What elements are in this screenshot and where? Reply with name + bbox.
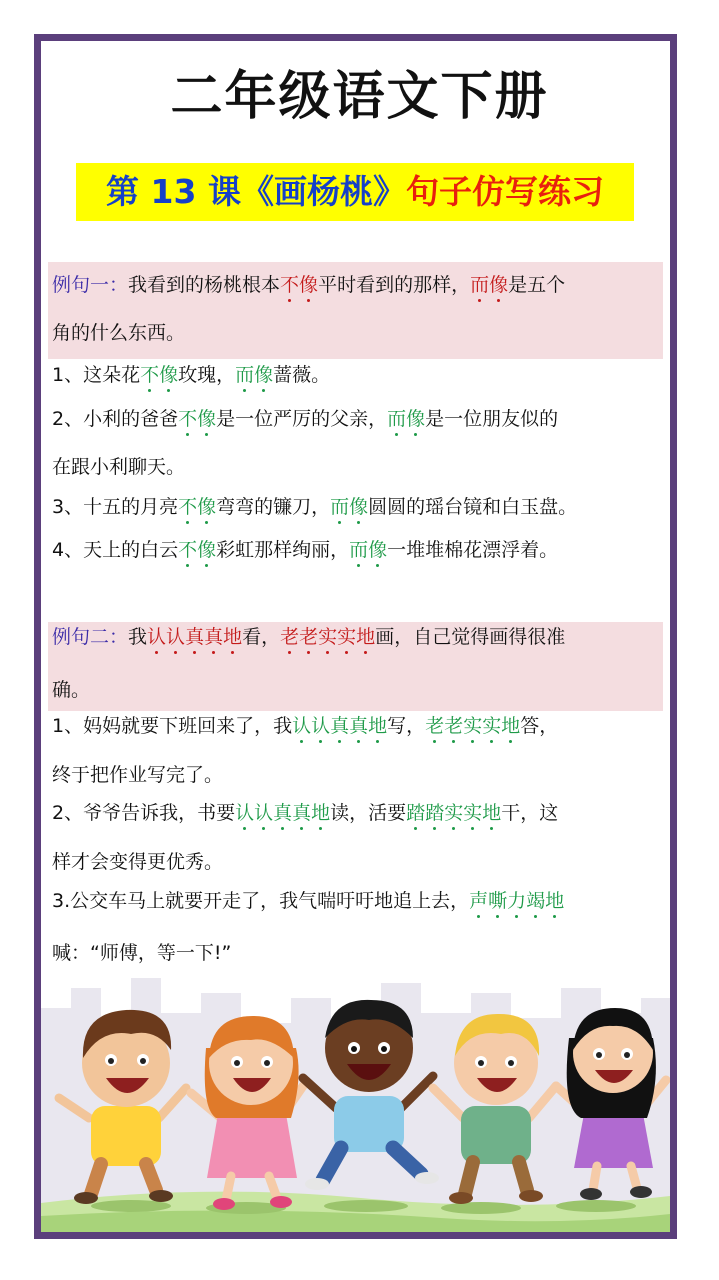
emphasis-char: 而 xyxy=(470,274,490,296)
emphasis-char: 地 xyxy=(501,715,521,737)
emphasis-char: 声 xyxy=(469,890,489,912)
example1-item1: 1、这朵花不像玫瑰，而像蔷薇。 xyxy=(52,364,331,386)
emphasis-char: 实 xyxy=(337,626,357,648)
highlight-phrase xyxy=(387,408,425,430)
emphasis-char: 像 xyxy=(489,274,509,296)
emphasis-char: 力 xyxy=(507,890,527,912)
emphasis-char: 像 xyxy=(254,364,274,386)
emphasis-char: 不 xyxy=(178,496,198,518)
example1-line2: 角的什么东西。 xyxy=(52,322,186,344)
highlight-phrase xyxy=(178,408,216,430)
emphasis-char: 像 xyxy=(368,539,388,561)
highlight-phrase xyxy=(330,496,368,518)
kids-illustration xyxy=(41,968,670,1232)
example2-item2: 2、爷爷告诉我，书要认认真真地读，活要踏踏实实地干，这 xyxy=(52,802,559,824)
example2-item1: 1、妈妈就要下班回来了，我认认真真地写，老老实实地答， xyxy=(52,715,559,737)
emphasis-char: 像 xyxy=(197,408,217,430)
emphasis-char: 而 xyxy=(349,539,369,561)
emphasis-char: 地 xyxy=(223,626,243,648)
emphasis-char: 像 xyxy=(159,364,179,386)
highlight-phrase xyxy=(292,715,387,737)
example2-line2: 确。 xyxy=(52,679,91,701)
emphasis-char: 而 xyxy=(330,496,350,518)
emphasis-char: 像 xyxy=(299,274,319,296)
emphasis-char: 像 xyxy=(406,408,426,430)
emphasis-char: 认 xyxy=(166,626,186,648)
emphasis-char: 地 xyxy=(311,802,331,824)
emphasis-char: 实 xyxy=(463,802,483,824)
page-title: 二年级语文下册 xyxy=(170,67,549,127)
example1-item2-cont: 在跟小利聊天。 xyxy=(52,456,186,478)
emphasis-char: 地 xyxy=(482,802,502,824)
emphasis-char: 踏 xyxy=(406,802,426,824)
highlight-phrase xyxy=(147,626,242,648)
emphasis-char: 认 xyxy=(292,715,312,737)
highlight-phrase xyxy=(425,715,520,737)
emphasis-char: 而 xyxy=(235,364,255,386)
highlight-phrase xyxy=(178,496,216,518)
highlight-phrase xyxy=(469,890,564,912)
emphasis-char: 老 xyxy=(299,626,319,648)
emphasis-char: 实 xyxy=(318,626,338,648)
emphasis-char: 不 xyxy=(280,274,300,296)
example2-item3: 3.公交车马上就要开走了，我气喘吁吁地追上去，声嘶力竭地 xyxy=(52,890,565,912)
emphasis-char: 嘶 xyxy=(488,890,508,912)
example1-line1: 例句一：我看到的杨桃根本不像平时看到的那样，而像是五个 xyxy=(52,274,566,296)
emphasis-char: 真 xyxy=(349,715,369,737)
emphasis-char: 认 xyxy=(311,715,331,737)
example1-label: 例句一： xyxy=(52,274,129,296)
example1-item4: 4、天上的白云不像彩虹那样绚丽，而像一堆堆棉花漂浮着。 xyxy=(52,539,559,561)
emphasis-char: 实 xyxy=(482,715,502,737)
example1-item2: 2、小利的爸爸不像是一位严厉的父亲，而像是一位朋友似的 xyxy=(52,408,559,430)
emphasis-char: 不 xyxy=(178,408,198,430)
emphasis-char: 像 xyxy=(197,496,217,518)
emphasis-char: 不 xyxy=(140,364,160,386)
emphasis-char: 老 xyxy=(280,626,300,648)
emphasis-char: 而 xyxy=(387,408,407,430)
example2-item2-cont: 样才会变得更优秀。 xyxy=(52,851,224,873)
emphasis-char: 不 xyxy=(178,539,198,561)
highlight-phrase xyxy=(178,539,216,561)
example2-label: 例句二： xyxy=(52,626,129,648)
subtitle-lesson: 第 13 课《画杨桃》 xyxy=(106,172,406,211)
example1-item3: 3、十五的月亮不像弯弯的镰刀，而像圆圆的瑶台镜和白玉盘。 xyxy=(52,496,578,518)
highlight-phrase xyxy=(235,802,330,824)
emphasis-char: 踏 xyxy=(425,802,445,824)
emphasis-char: 老 xyxy=(425,715,445,737)
emphasis-char: 认 xyxy=(254,802,274,824)
emphasis-char: 真 xyxy=(330,715,350,737)
example2-item1-cont: 终于把作业写完了。 xyxy=(52,764,224,786)
highlight-phrase xyxy=(235,364,273,386)
emphasis-char: 真 xyxy=(292,802,312,824)
highlight-phrase xyxy=(140,364,178,386)
emphasis-char: 实 xyxy=(444,802,464,824)
emphasis-char: 地 xyxy=(545,890,565,912)
highlight-phrase xyxy=(470,274,508,296)
highlight-phrase xyxy=(280,274,318,296)
highlight-phrase xyxy=(280,626,375,648)
lesson-subtitle xyxy=(76,163,634,221)
emphasis-char: 真 xyxy=(185,626,205,648)
emphasis-char: 像 xyxy=(349,496,369,518)
emphasis-char: 实 xyxy=(463,715,483,737)
emphasis-char: 真 xyxy=(273,802,293,824)
example2-item3-cont: 喊：“师傅，等一下!” xyxy=(52,942,232,964)
emphasis-char: 老 xyxy=(444,715,464,737)
emphasis-char: 地 xyxy=(368,715,388,737)
emphasis-char: 竭 xyxy=(526,890,546,912)
emphasis-char: 像 xyxy=(197,539,217,561)
highlight-phrase xyxy=(406,802,501,824)
subtitle-topic: 句子仿写练习 xyxy=(405,172,604,211)
highlight-phrase xyxy=(349,539,387,561)
emphasis-char: 认 xyxy=(147,626,167,648)
example2-line1: 例句二：我认认真真地看，老老实实地画，自己觉得画得很准 xyxy=(52,626,566,648)
emphasis-char: 认 xyxy=(235,802,255,824)
emphasis-char: 真 xyxy=(204,626,224,648)
emphasis-char: 地 xyxy=(356,626,376,648)
